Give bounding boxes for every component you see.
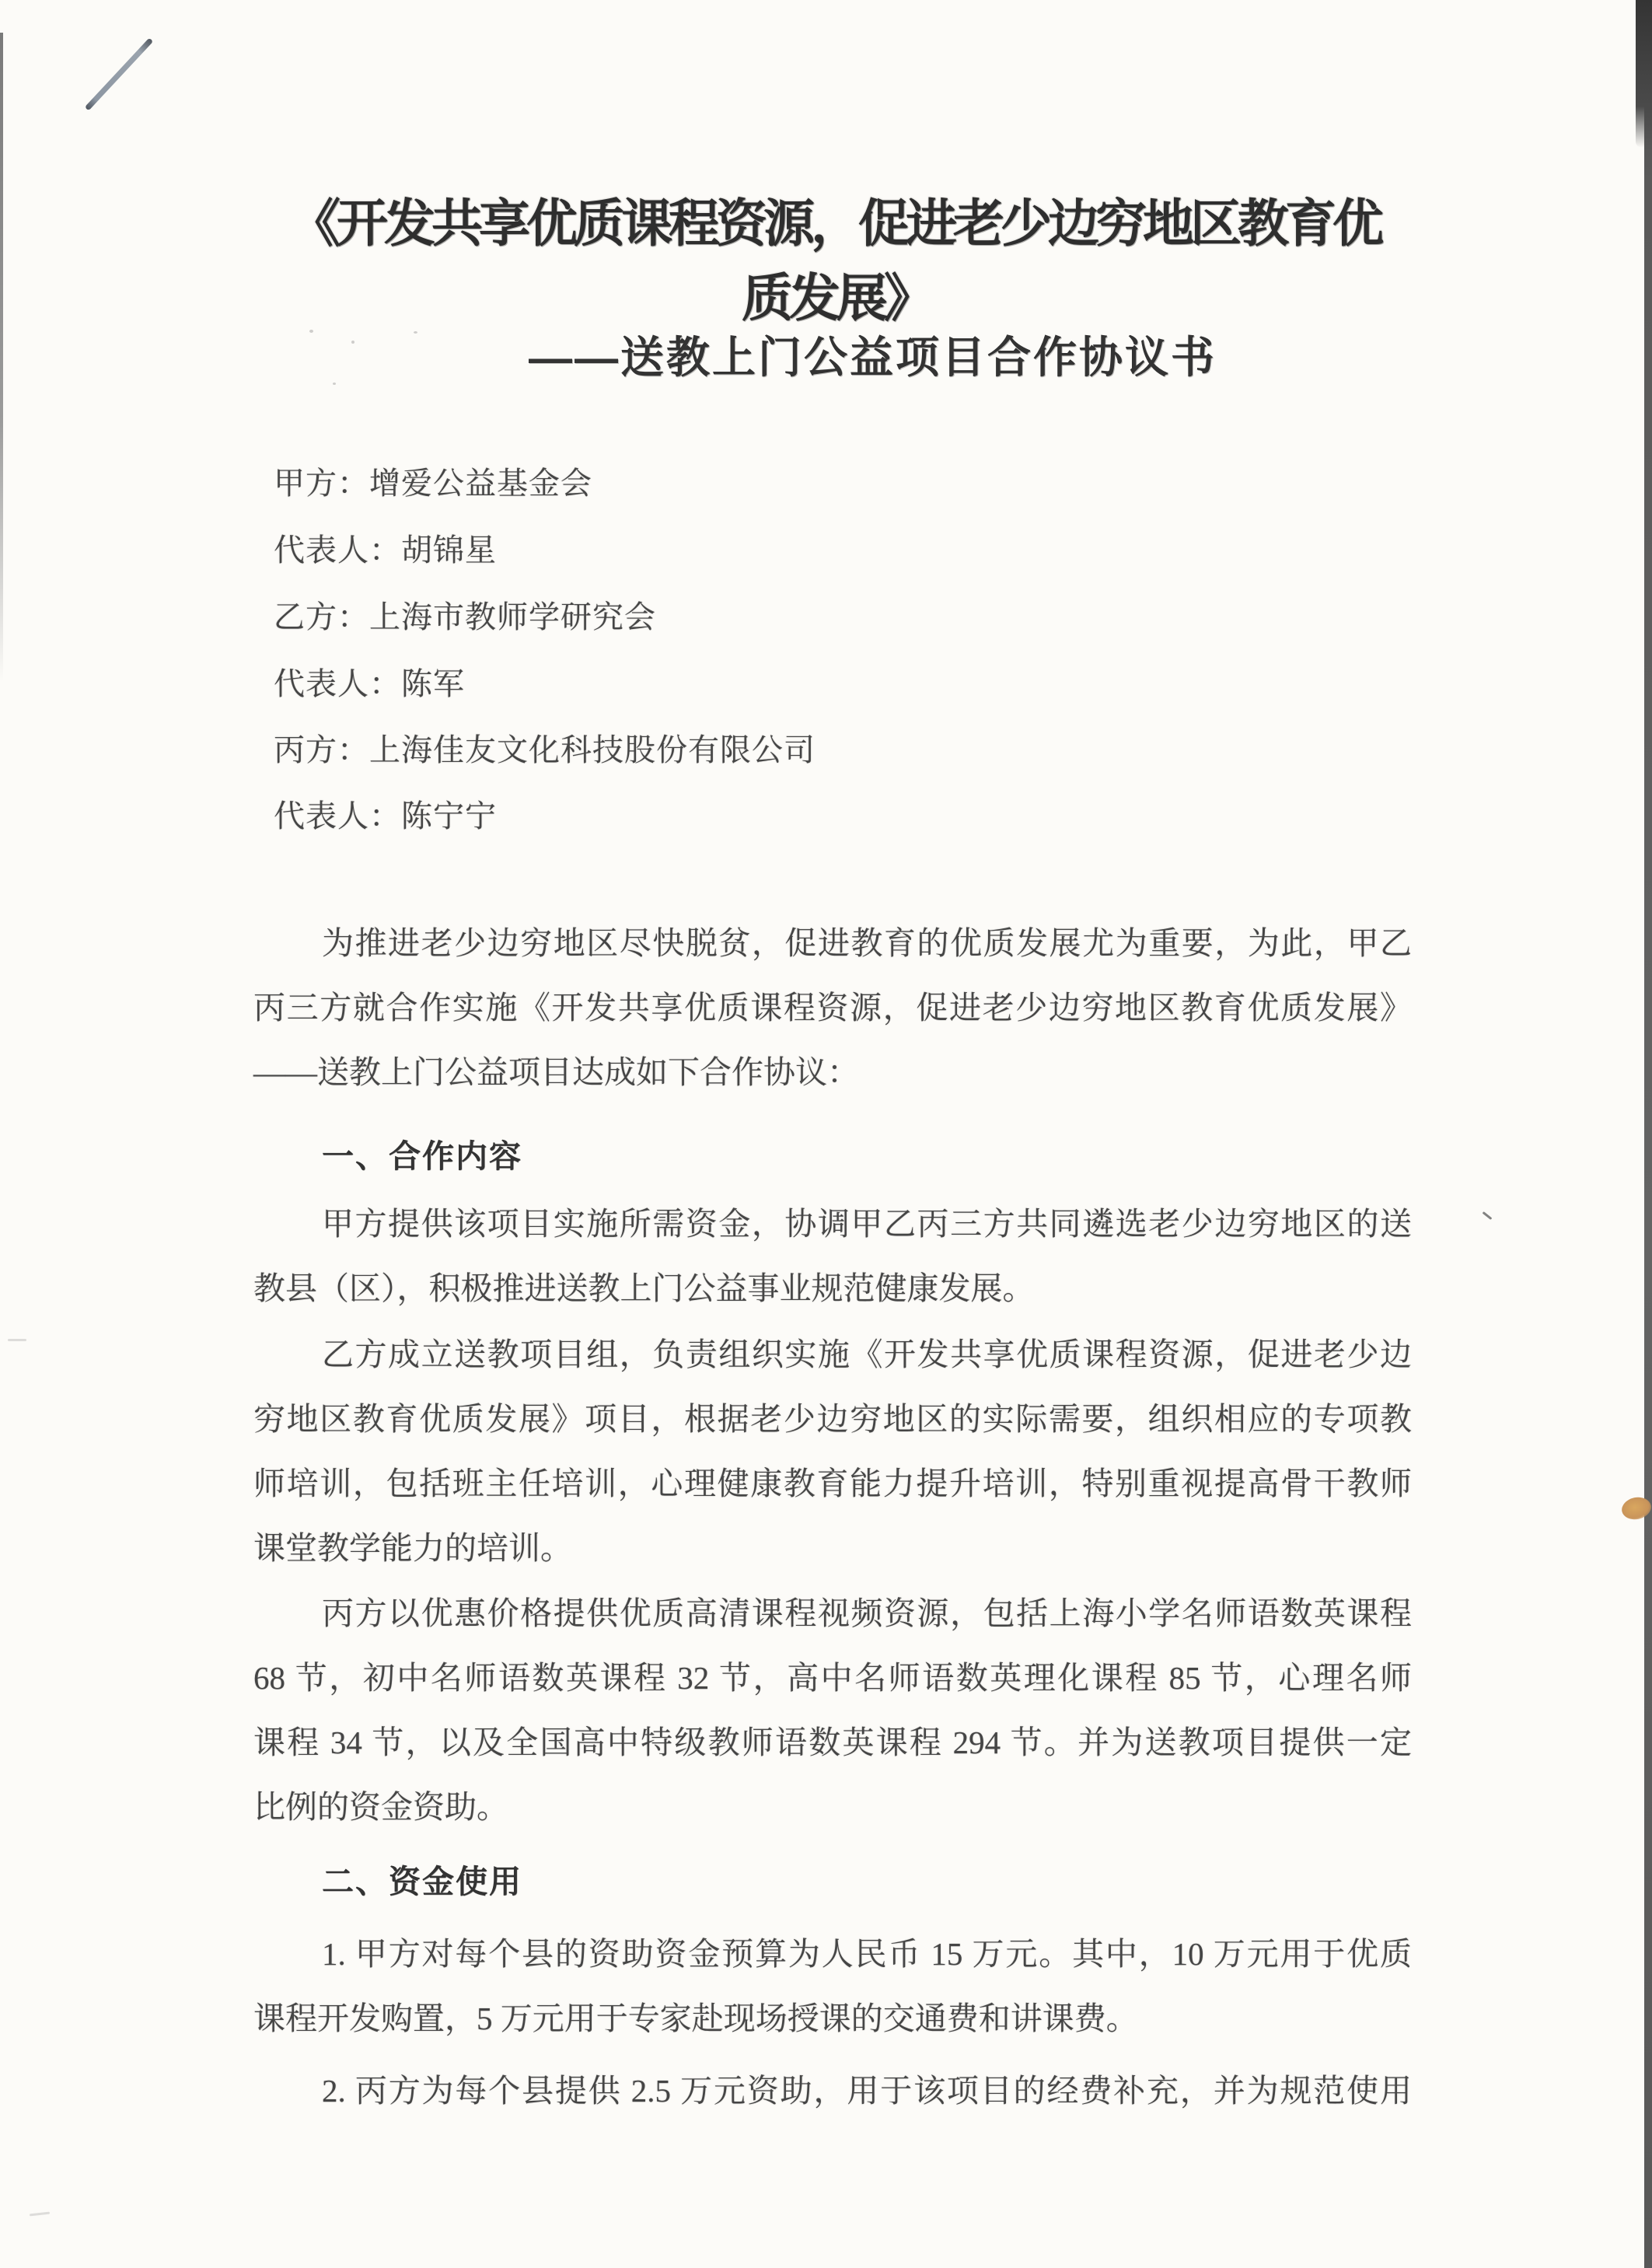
scan-edge-left: [0, 33, 3, 682]
section-heading-funds: 二、资金使用: [322, 1864, 522, 1899]
party-line-yifang: 乙方：上海市教师学研究会: [274, 599, 656, 634]
body-line: 2. 丙方为每个县提供 2.5 万元资助，用于该项目的经费补充，并为规范使用: [322, 2073, 1412, 2109]
scan-speck: [333, 383, 336, 385]
pen-mark: [85, 38, 153, 111]
scan-speck: [309, 330, 313, 333]
scan-speck: [414, 331, 417, 334]
body-line: 丙方以优惠价格提供优质高清课程视频资源，包括上海小学名师语数英课程: [322, 1595, 1412, 1631]
scan-edge-right-cap: [1636, 0, 1652, 148]
party-line-jiafang-rep: 代表人：胡锦星: [274, 533, 497, 568]
party-line-bingfang: 丙方：上海佳友文化科技股份有限公司: [274, 732, 816, 767]
body-line: ——送教上门公益项目达成如下合作协议：: [253, 1054, 859, 1090]
body-line: 甲方提供该项目实施所需资金，协调甲乙丙三方共同遴选老少边穷地区的送: [322, 1206, 1412, 1242]
party-line-yifang-rep: 代表人：陈军: [274, 666, 465, 701]
party-line-bingfang-rep: 代表人：陈宁宁: [274, 799, 497, 833]
body-line: 为推进老少边穷地区尽快脱贫，促进教育的优质发展尤为重要，为此，甲乙: [322, 925, 1412, 961]
scan-speck: [351, 341, 354, 344]
stray-tick-mark: [1483, 1211, 1493, 1220]
scan-smudge: [30, 2212, 50, 2217]
scan-smudge: [8, 1339, 26, 1341]
body-line: 课堂教学能力的培训。: [253, 1530, 572, 1566]
scan-edge-right: [1644, 0, 1652, 2268]
body-line: 课程开发购置，5 万元用于专家赴现场授课的交通费和讲课费。: [253, 2001, 1138, 2036]
document-title-line-1: 《开发共享优质课程资源，促进老少边穷地区教育优: [289, 194, 1380, 252]
body-line: 1. 甲方对每个县的资助资金预算为人民币 15 万元。其中，10 万元用于优质: [322, 1936, 1412, 1972]
body-line: 比例的资金资助。: [253, 1789, 508, 1825]
document-title-line-2: 质发展》: [742, 269, 931, 327]
body-line: 教县（区），积极推进送教上门公益事业规范健康发展。: [253, 1270, 1035, 1306]
body-line: 丙三方就合作实施《开发共享优质课程资源，促进老少边穷地区教育优质发展》: [253, 990, 1412, 1026]
body-line: 课程 34 节，以及全国高中特级教师语数英课程 294 节。并为送教项目提供一定: [253, 1725, 1412, 1760]
document-subtitle: ——送教上门公益项目合作协议书: [529, 333, 1217, 382]
body-line: 乙方成立送教项目组，负责组织实施《开发共享优质课程资源，促进老少边: [322, 1337, 1412, 1372]
party-line-jiafang: 甲方：增爱公益基金会: [274, 466, 592, 501]
body-line: 师培训，包括班主任培训，心理健康教育能力提升培训，特别重视提高骨干教师: [253, 1466, 1412, 1501]
body-line: 穷地区教育优质发展》项目，根据老少边穷地区的实际需要，组织相应的专项教: [253, 1401, 1412, 1437]
body-line: 68 节，初中名师语数英课程 32 节，高中名师语数英理化课程 85 节，心理名师: [253, 1660, 1412, 1696]
section-heading-cooperation: 一、合作内容: [322, 1138, 522, 1174]
